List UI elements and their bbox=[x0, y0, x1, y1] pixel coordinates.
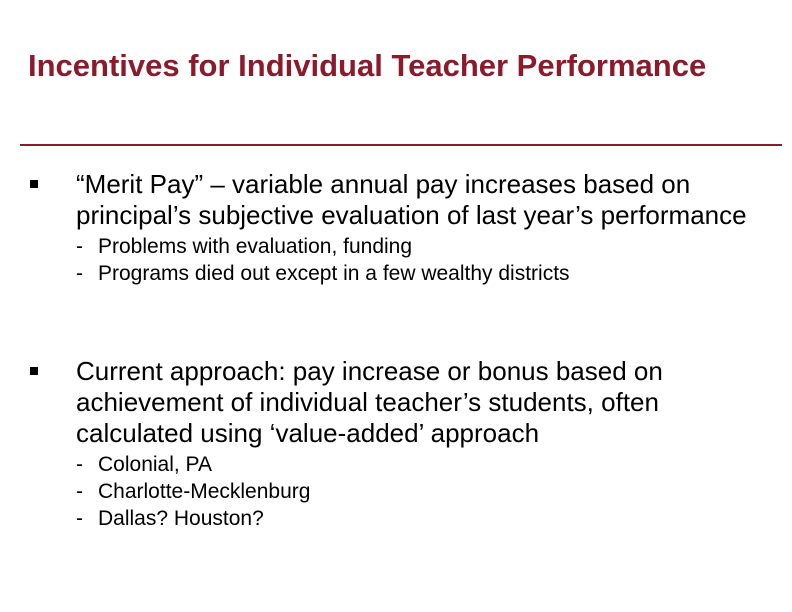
sub-item bbox=[76, 260, 778, 287]
sub-item bbox=[76, 505, 778, 532]
dash-marker: - bbox=[76, 480, 83, 503]
square-bullet-icon bbox=[30, 367, 38, 375]
bullet-text: Current approach: pay increase or bonus based on achievement of individual teacher’s students, often calculated using ‘value-added’ approach bbox=[76, 356, 663, 448]
sub-list bbox=[58, 233, 778, 287]
sub-item bbox=[76, 451, 778, 478]
bullet-current-approach bbox=[58, 356, 778, 532]
sub-item bbox=[76, 478, 778, 505]
slide-title: Incentives for Individual Teacher Performance bbox=[28, 48, 707, 83]
sub-item-text: Problems with evaluation, funding bbox=[98, 235, 413, 258]
dash-marker: - bbox=[76, 262, 83, 285]
sub-item bbox=[76, 233, 778, 260]
title-divider bbox=[20, 144, 782, 146]
sub-item-text: Charlotte-Mecklenburg bbox=[98, 480, 311, 503]
sub-item-text: Dallas? Houston? bbox=[98, 507, 264, 530]
sub-item-text: Programs died out except in a few wealthy districts bbox=[98, 262, 570, 285]
sub-list bbox=[58, 451, 778, 532]
square-bullet-icon bbox=[30, 180, 38, 188]
bullet-text: “Merit Pay” – variable annual pay increases based on principal’s subjective evaluation of last year’s performance bbox=[76, 169, 747, 230]
sub-item-text: Colonial, PA bbox=[98, 453, 213, 476]
dash-marker: - bbox=[76, 507, 83, 530]
dash-marker: - bbox=[76, 235, 83, 258]
dash-marker: - bbox=[76, 453, 83, 476]
bullet-merit-pay bbox=[58, 169, 778, 287]
